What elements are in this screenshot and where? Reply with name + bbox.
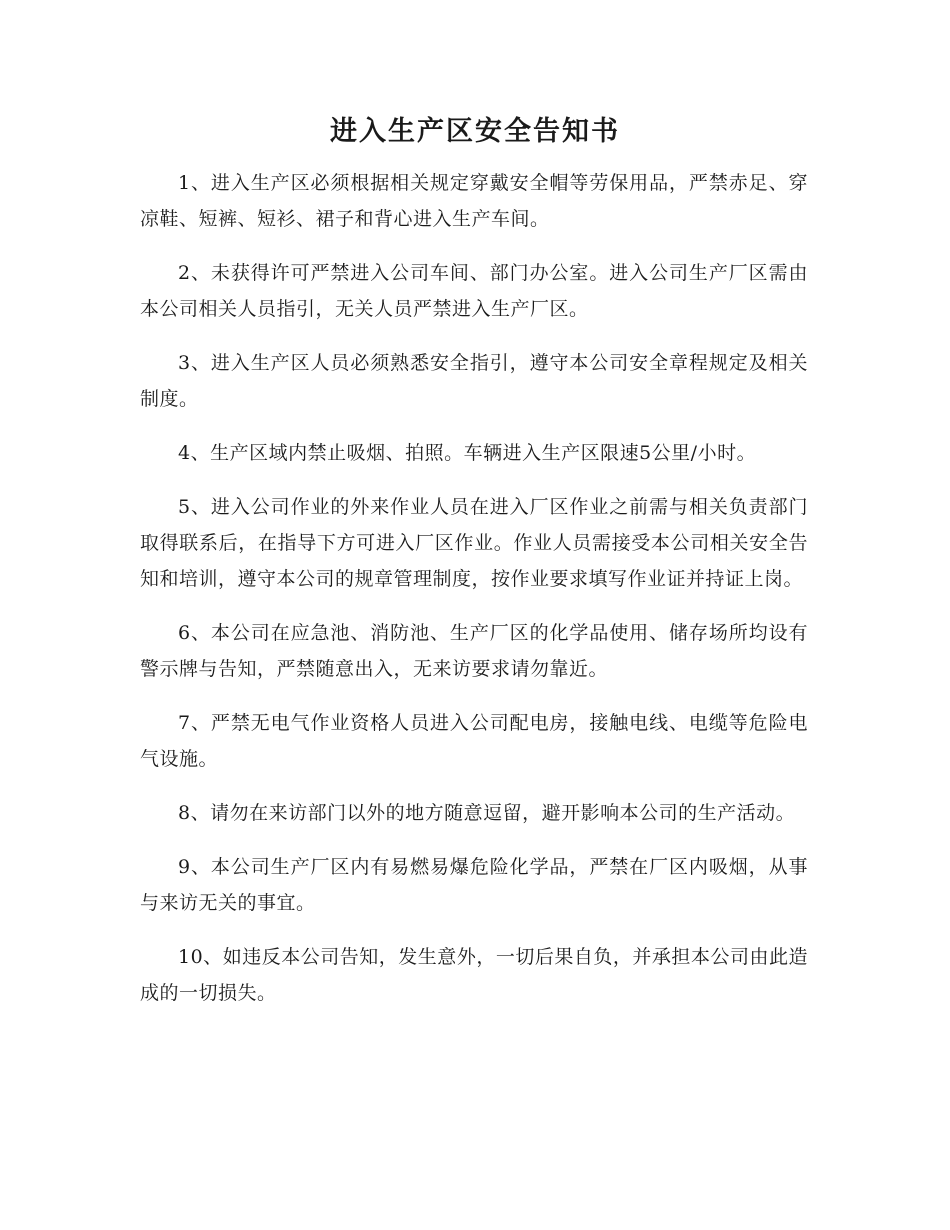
- notice-item-7: 7、严禁无电气作业资格人员进入公司配电房，接触电线、电缆等危险电气设施。: [140, 712, 808, 770]
- notice-item-8: 8、请勿在来访部门以外的地方随意逗留，避开影响本公司的生产活动。: [178, 802, 796, 824]
- notice-item-10: 10、如违反本公司告知，发生意外，一切后果自负，并承担本公司由此造成的一切损失。: [140, 946, 808, 1004]
- notice-item-5: 5、进入公司作业的外来作业人员在进入厂区作业之前需与相关负责部门取得联系后，在指导下方可进入厂区作业。作业人员需接受本公司相关安全告知和培训，遵守本公司的规章管理制度，按作业要求填写作业证并持证上岗。: [140, 496, 808, 590]
- notice-item-3: 3、进入生产区人员必须熟悉安全指引，遵守本公司安全章程规定及相关制度。: [140, 352, 808, 410]
- notice-item-9: 9、本公司生产厂区内有易燃易爆危险化学品，严禁在厂区内吸烟，从事与来访无关的事宜。: [140, 856, 808, 914]
- notice-item-2: 2、未获得许可严禁进入公司车间、部门办公室。进入公司生产厂区需由本公司相关人员指引，无关人员严禁进入生产厂区。: [140, 262, 808, 320]
- notice-item-4: 4、生产区域内禁止吸烟、拍照。车辆进入生产区限速5公里/小时。: [178, 442, 757, 464]
- document-title: 进入生产区安全告知书: [330, 116, 620, 147]
- notice-body: [140, 165, 808, 1029]
- notice-item-6: 6、本公司在应急池、消防池、生产厂区的化学品使用、储存场所均设有警示牌与告知，严禁随意出入，无来访要求请勿靠近。: [140, 622, 808, 680]
- notice-item-1: 1、进入生产区必须根据相关规定穿戴安全帽等劳保用品，严禁赤足、穿凉鞋、短裤、短衫、裙子和背心进入生产车间。: [140, 172, 808, 230]
